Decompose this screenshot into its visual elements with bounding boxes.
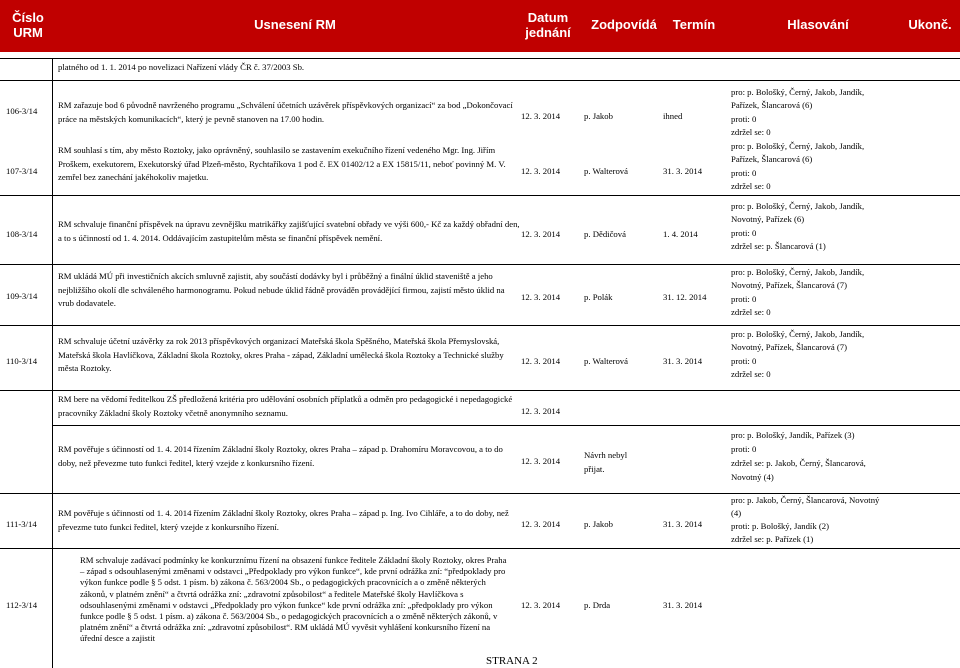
grid-line	[0, 58, 960, 59]
header-number-line1: Číslo	[12, 10, 44, 25]
deadline: 31. 3. 2014	[663, 356, 703, 366]
vote-against: proti: 0	[731, 356, 757, 366]
vote-abstain: zdržel se: p. Šlancarová (1)	[731, 241, 826, 251]
row-number: 111-3/14	[6, 519, 37, 529]
deadline: ihned	[663, 111, 683, 121]
deadline: 31. 3. 2014	[663, 166, 703, 176]
resolution-text: RM pověřuje s účinností od 1. 4. 2014 řízením Základní školy Roztoky, okres Praha – západ p. Ing. Ivo Cihláře, a to do doby, než převezme tuto funkci ředitel, který vzejde z konkursního řízení.	[58, 508, 509, 532]
header-voting: Hlasování	[787, 17, 849, 32]
header-resolution: Usnesení RM	[254, 17, 336, 32]
meeting-date: 12. 3. 2014	[521, 600, 561, 610]
vote-against: proti: 0	[731, 168, 757, 178]
grid-line	[52, 425, 960, 426]
vote-for-cont: Pařízek, Šlancarová (6)	[731, 100, 813, 110]
grid-line	[0, 264, 960, 265]
vote-for-cont: Novotný, Pařízek (6)	[731, 214, 805, 224]
vote-for: pro: p. Bološký, Černý, Jakob, Jandík,	[731, 267, 865, 277]
responsible-cont: přijat.	[584, 464, 605, 474]
resolution-text: RM souhlasí s tím, aby město Roztoky, jako oprávněný, souhlasilo se zastavením exekučního řízení vedeného Mgr. Ing. Jiřím Proškem, exekutorem, Exekutorský úřad Plzeň-město, Rychtaříkova 1 pod č. EX 01402/12 a EX 15815/11, neboť povinný M. V. zemřel bez zanechání jakéhokoliv majetku.	[58, 145, 506, 183]
vote-abstain: zdržel se: 0	[731, 181, 771, 191]
vote-for-cont: Novotný, Pařízek, Šlancarová (7)	[731, 280, 848, 290]
vote-for: pro: p. Bološký, Černý, Jakob, Jandík,	[731, 87, 865, 97]
resolution-text: RM bere na vědomí ředitelkou ZŠ předložená kritéria pro udělování osobních příplatků a odměn pro pedagogické i nepedagogické pracovníky Základní školy Roztoky včetně anonymního seznamu.	[58, 394, 513, 418]
row-number: 112-3/14	[6, 600, 38, 610]
header-responsible: Zodpovídá	[591, 17, 657, 32]
responsible: Návrh nebyl	[584, 450, 628, 460]
meeting-date: 12. 3. 2014	[521, 111, 561, 121]
grid-line	[0, 80, 960, 81]
header-number-line2: URM	[13, 25, 43, 40]
header-number	[2, 10, 54, 40]
vote-for: pro: p. Bološký, Černý, Jakob, Jandík,	[731, 141, 865, 151]
vote-abstain: zdržel se: 0	[731, 369, 771, 379]
vote-for-cont: Pařízek, Šlancarová (6)	[731, 154, 813, 164]
header-date-line1: Datum	[527, 10, 569, 25]
meeting-date: 12. 3. 2014	[521, 166, 561, 176]
vote-against: proti: p. Bološký, Jandík (2)	[731, 521, 829, 531]
responsible: p. Walterová	[584, 356, 629, 366]
grid-line	[0, 195, 960, 196]
resolution-text: RM ukládá MÚ při investičních akcích smluvně zajistit, aby součástí dodávky byl i průběžný a finální úklid staveniště a jeho nejbližšího okolí dle schváleného harmonogramu. Pokud nebude úklid řádně prováděn provádějící firmou, zajistí město úklid na vrub dodavatele.	[58, 271, 505, 309]
grid-line	[0, 548, 960, 549]
responsible: p. Polák	[584, 292, 613, 302]
row-number: 107-3/14	[6, 166, 38, 176]
meeting-date: 12. 3. 2014	[521, 406, 561, 416]
grid-line	[0, 325, 960, 326]
resolution-text: RM schvaluje zadávací podmínky ke konkurznímu řízení na obsazení funkce ředitele Základní školy Roztoky, okres Praha – západ s odsouhlasenými změnami v odstavci „Předpoklady pro výkon funkce“, kde první odrážka zní: “předpoklady pro výkon funkce podle § 5 odst. 1 písm. b) zákona č. 563/2004 Sb., o pedagogických pracovnících a o změně některých zákonů, v platném znění“ a čtvrtá odrážka zní: „zdravotní způsobilost“ a ředitele Mateřské školy Havlíčkova s odsouhlasenými změnami v odstavci „Předpoklady pro výkon funkce“ kde první odrážka zní: „předpoklady pro výkon funkce podle § 5 odst. 1 písm. a) zákona č. 563/2004 Sb., o pedagogických pracovnících a o změně některých zákonů, v platném znění“ a čtvrtá odrážka zní: „zdravotní způsobilost“. RM ukládá MÚ vyvěsit vyhlášení konkursního řízení na úřední desce a zajistit	[80, 555, 507, 644]
row-number: 106-3/14	[6, 106, 38, 116]
vote-abstain: zdržel se: p. Jakob, Černý, Šlancarová,	[731, 458, 866, 468]
vote-against: proti: 0	[731, 444, 757, 454]
header-date-line2: jednání	[525, 25, 571, 40]
resolution-text: RM pověřuje s účinností od 1. 4. 2014 řízením Základní školy Roztoky, okres Praha – západ p. Drahomíru Moravcovou, a to do doby, než převezme tuto funkci ředitel, který vzejde z konkursního řízení.	[58, 444, 503, 468]
meeting-date: 12. 3. 2014	[521, 229, 561, 239]
header-finished: Ukonč.	[908, 17, 952, 32]
vote-for-cont: (4)	[731, 508, 742, 518]
responsible: p. Dědičová	[584, 229, 626, 239]
vote-for: pro: p. Jakob, Černý, Šlancarová, Novotný	[731, 495, 880, 505]
meeting-date: 12. 3. 2014	[521, 519, 561, 529]
vote-abstain: zdržel se: p. Pařízek (1)	[731, 534, 814, 544]
header-deadline: Termín	[672, 17, 716, 32]
deadline: 1. 4. 2014	[663, 229, 698, 239]
grid-line	[0, 390, 960, 391]
vote-abstain: zdržel se: 0	[731, 127, 771, 137]
meeting-date: 12. 3. 2014	[521, 456, 561, 466]
table-header	[0, 0, 960, 52]
vote-abstain-cont: Novotný (4)	[731, 472, 774, 482]
grid-line	[52, 58, 53, 668]
responsible: p. Walterová	[584, 166, 629, 176]
vote-for: pro: p. Bološký, Jandík, Pařízek (3)	[731, 430, 855, 440]
header-date	[518, 10, 578, 40]
responsible: p. Jakob	[584, 111, 613, 121]
resolution-text: RM zařazuje bod 6 původně navrženého programu „Schválení účetních uzávěrek příspěvkových organizací“ za bod „Dokončovací práce na městských komunikacích“, který je pevně stanoven na 17.00 hodin.	[58, 100, 513, 124]
vote-for: pro: p. Bološký, Černý, Jakob, Jandík,	[731, 201, 865, 211]
vote-against: proti: 0	[731, 294, 757, 304]
vote-abstain: zdržel se: 0	[731, 307, 771, 317]
responsible: p. Jakob	[584, 519, 613, 529]
resolution-text: platného od 1. 1. 2014 po novelizaci Nařízení vlády ČR č. 37/2003 Sb.	[58, 62, 305, 72]
meeting-date: 12. 3. 2014	[521, 292, 561, 302]
page-footer: STRANA 2	[486, 655, 538, 667]
meeting-date: 12. 3. 2014	[521, 356, 561, 366]
vote-against: proti: 0	[731, 228, 757, 238]
vote-for: pro: p. Bološký, Černý, Jakob, Jandík,	[731, 329, 865, 339]
row-number: 109-3/14	[6, 291, 38, 301]
vote-against: proti: 0	[731, 114, 757, 124]
resolution-text: RM schvaluje finanční příspěvek na úpravu zevnějšku matrikářky zajišťující svatební obřady ve výši 600,- Kč za každý obřadní den, a to s účinností od 1. 4. 2014. Oddávajícím zastupitelům města se finanční příspěvek nemění.	[58, 219, 520, 243]
deadline: 31. 3. 2014	[663, 600, 703, 610]
row-number: 110-3/14	[6, 356, 38, 366]
row-number: 108-3/14	[6, 229, 38, 239]
responsible: p. Drda	[584, 600, 611, 610]
deadline: 31. 3. 2014	[663, 519, 703, 529]
deadline: 31. 12. 2014	[663, 292, 707, 302]
vote-for-cont: Novotný, Pařízek, Šlancarová (7)	[731, 342, 848, 352]
resolution-text: RM schvaluje účetní uzávěrky za rok 2013 příspěvkových organizací Mateřská škola Spěšného, Mateřská škola Přemyslovská, Mateřská škola Havlíčkova, Základní škola Roztoky, okres Praha - západ, Základní umělecká škola Roztoky a Technické služby města Roztoky.	[58, 336, 504, 374]
